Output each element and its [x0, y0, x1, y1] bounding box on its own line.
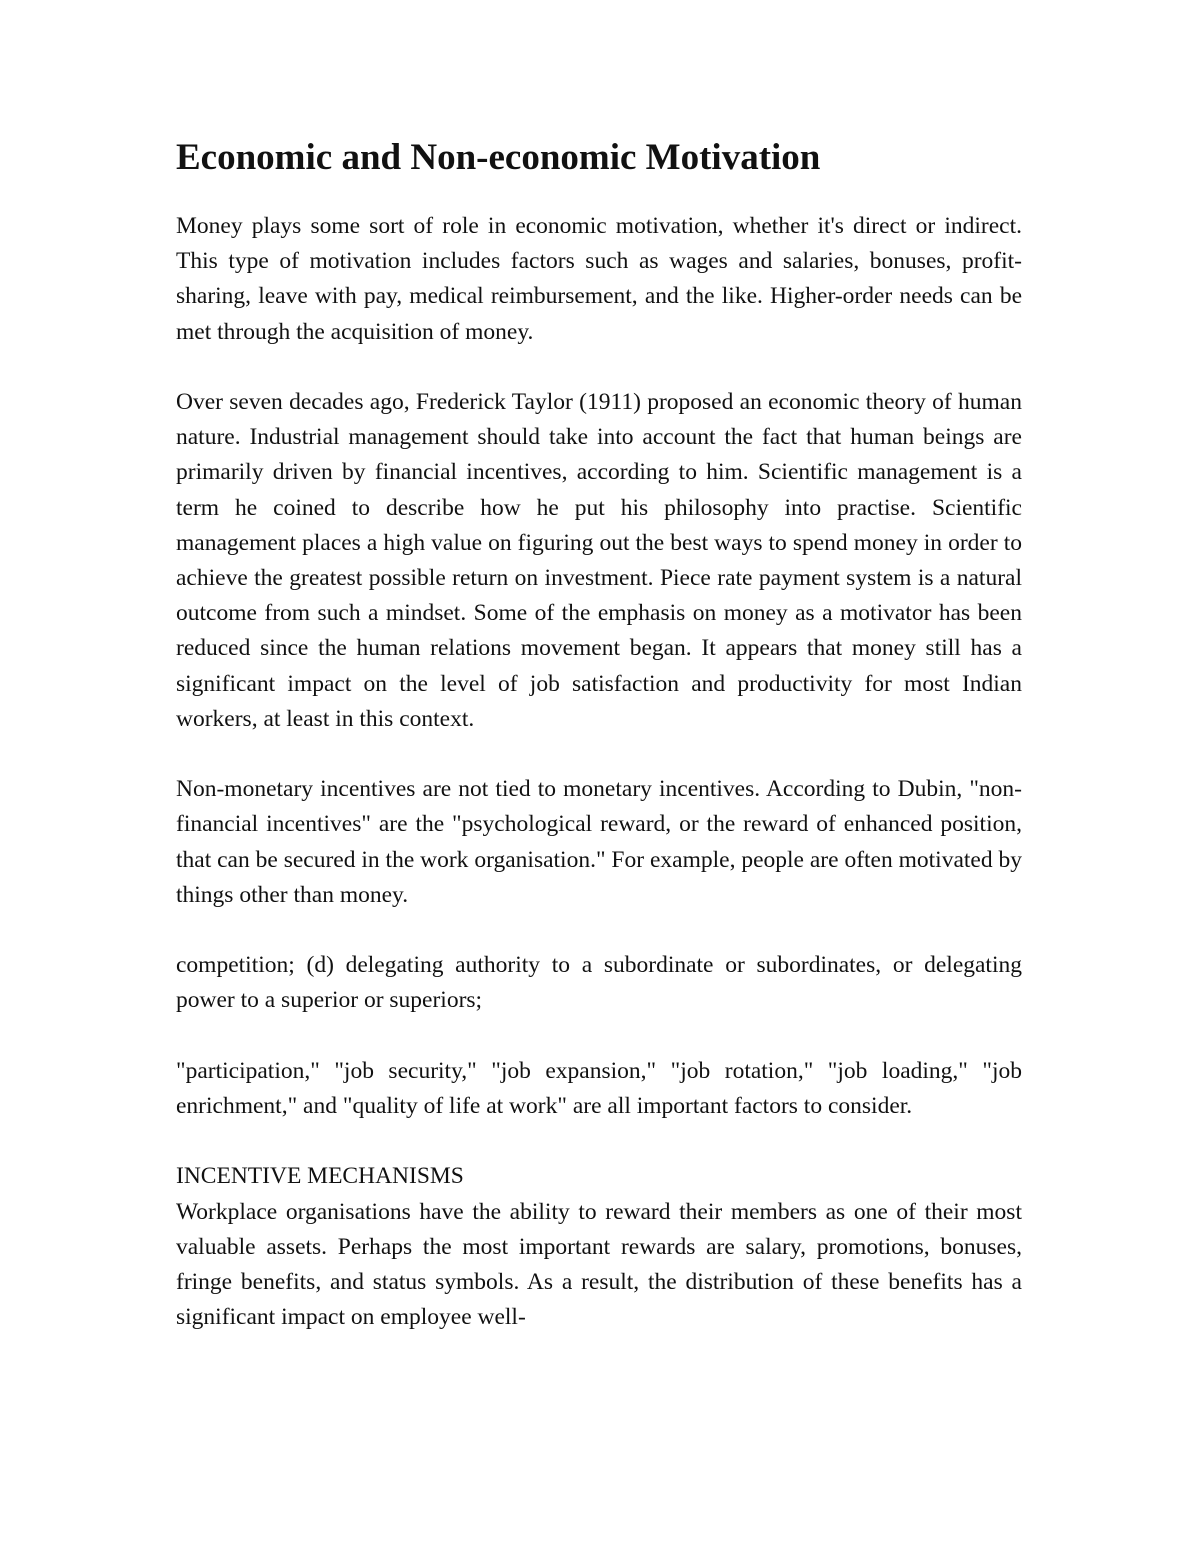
- paragraph-competition: competition; (d) delegating authority to a subordinate or subordinates, or delegating power to a superior or superiors;: [176, 952, 1022, 1014]
- paragraph-participation-factors: "participation," "job security," "job expansion," "job rotation," "job loading," "job enrichment," and "quality of life at work" are all important factors to consider.: [176, 1057, 1022, 1120]
- section-heading-incentive-mechanisms: INCENTIVE MECHANISMS: [176, 1163, 464, 1190]
- paragraph-incentive-mechanisms: Workplace organisations have the ability to reward their members as one of their most valuable assets. Perhaps the most important rewards are salary, promotions, bonuses, fringe benefits, and status symbols. As a result, the distribution of these benefits has a significant impact on employee well-: [176, 1198, 1022, 1331]
- paragraph-economic-motivation: Money plays some sort of role in economic motivation, whether it's direct or indirect. This type of motivation includes factors such as wages and salaries, bonuses, profit-sharing, leave with pay, medical reimbursement, and the like. Higher-order needs can be met through the acquisition of money.: [176, 213, 1022, 345]
- paragraph-non-monetary-incentives: Non-monetary incentives are not tied to monetary incentives. According to Dubin, "non-financial incentives" are the "psychological reward, or the reward of enhanced position, that can be secured in the work organisation." For example, people are often motivated by things other than money.: [176, 776, 1022, 908]
- paragraph-taylor-theory: Over seven decades ago, Frederick Taylor (1911) proposed an economic theory of human nature. Industrial management should take into account the fact that human beings are primarily driven by financial incentives, according to him. Scientific management is a term he coined to describe how he put his philosophy into practise. Scientific management places a high value on figuring out the best ways to spend money in order to achieve the greatest possible return on investment. Piece rate payment system is a natural outcome from such a mindset. Some of the emphasis on money as a motivator has been reduced since the human relations movement began. It appears that money still has a significant impact on the level of job satisfaction and productivity for most Indian workers, at least in this context.: [176, 389, 1022, 732]
- document-title: Economic and Non-economic Motivation: [176, 137, 821, 178]
- document-body: [176, 136, 1022, 1371]
